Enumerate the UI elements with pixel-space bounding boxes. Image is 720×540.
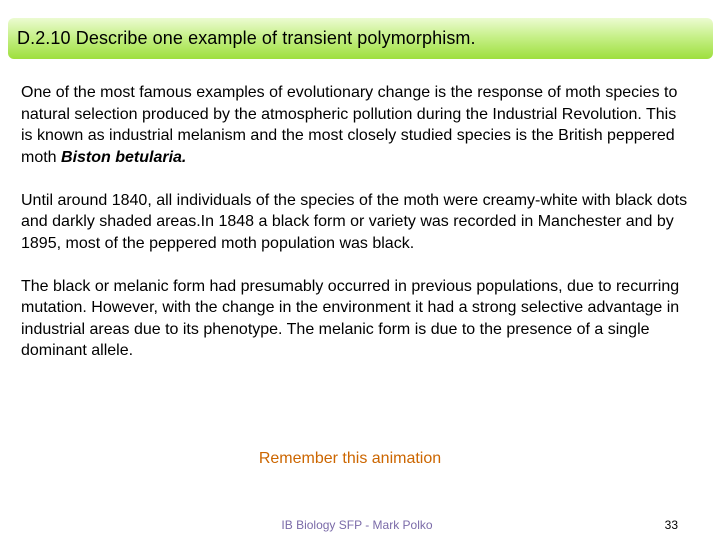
paragraph-1 [21,82,691,168]
paragraph-3: The black or melanic form had presumably occurred in previous populations, due to recurring mutation. However, with the change in the environment it had a strong selective advantage in industrial areas due to its phenotype. The melanic form is due to the presence of a single dominant allele. [21,277,680,359]
animation-link-row [0,450,720,468]
paragraph-1-end: . [181,148,187,166]
paragraph-2: Until around 1840, all individuals of the species of the moth were creamy-white with black dots and darkly shaded areas.In 1848 a black form or variety was recorded in Manchester and by 1895, most of the peppered moth population was black. [21,191,688,252]
slide-body [21,82,691,383]
species-name: Biston betularia [61,148,182,166]
page-number: 33 [664,518,678,532]
slide-title: D.2.10 Describe one example of transient polymorphism. [17,28,476,48]
animation-link[interactable]: Remember this animation [258,450,442,467]
title-bar [8,18,713,59]
paragraph-1-text: One of the most famous examples of evolutionary change is the response of moth species to natural selection produced by the atmospheric pollution during the Industrial Revolution. This is known as industrial melanism and the most closely studied species is the British peppered moth [21,84,678,166]
footer-credit: IB Biology SFP - Mark Polko [281,518,433,532]
